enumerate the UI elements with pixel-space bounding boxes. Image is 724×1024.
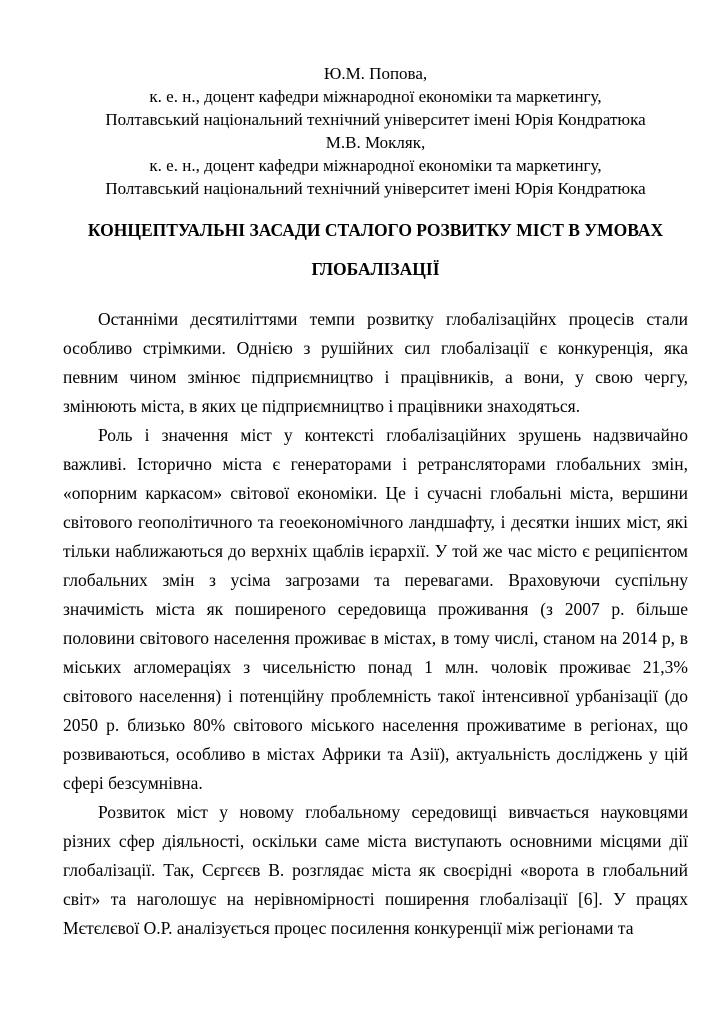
body-paragraph-1: Останніми десятиліттями темпи розвитку глобалізаційнх процесів стали особливо стрімкими. Однією з рушійних сил глобалізації є конкуренція, яка певним чином змінює підприємництво і працівників, а вони, у свою чергу, змінюють міста, в яких це підприємництво і працівники знаходяться. [63,309,688,416]
paper-title-line-2: ГЛОБАЛІЗАЦІЇ [311,259,440,279]
author-name-2: М.В. Мокляк, [325,133,426,152]
body-paragraph-3: Розвиток міст у новому глобальному середовищі вивчається науковцями різних сфер діяльності, оскільки саме міста виступають основними місцями дії глобалізації. Так, Сєргєєв В. розглядає міста як своєрідні «ворота в глобальний світ» та наголошує на нерівномірності поширення глобалізації [6]. У працях Мєтєлєвої О.Р. аналізується процес посилення конкуренції між регіонами та [63,802,688,938]
author-name-1: Ю.М. Попова, [323,64,428,83]
paper-body [63,305,688,943]
author-degree-position-1: к. е. н., доцент кафедри міжнародної економіки та маркетингу, [149,87,602,106]
author-university-1: Полтавський національний технічний університет імені Юрія Кондратюка [105,110,646,129]
body-paragraph-2: Роль і значення міст у контексті глобалізаційних зрушень надзвичайно важливі. Історично міста є генераторами і ретрансляторами глобальних змін, «опорним каркасом» світової економіки. Це і сучасні глобальні міста, вершини світового геополітичного та геоекономічного ландшафту, і десятки інших міст, які тільки наближаються до верхніх щаблів ієрархії. У той же час місто є реципієнтом глобальних змін з усіма загрозами та перевагами. Враховуючи суспільну значимість міста як поширеного середовища проживання (з 2007 р. більше половини світового населення проживає в містах, в тому числі, станом на 2014 р, в міських агломераціях з чисельністю понад 1 млн. чоловік проживає 21,3% світового населення) і потенційну проблемність такої інтенсивної урбанізації (до 2050 р. близько 80% світового міського населення проживатиме в регіонах, що розвиваються, особливо в містах Африки та Азії), актуальність досліджень у цій сфері безсумнівна. [63,425,688,793]
author-university-2: Полтавський національний технічний університет імені Юрія Кондратюка [105,179,646,198]
author-affiliation-block [63,62,688,200]
paper-title-line-1: КОНЦЕПТУАЛЬНІ ЗАСАДИ СТАЛОГО РОЗВИТКУ МІСТ В УМОВАХ [87,220,664,240]
paper-title [63,211,688,289]
author-degree-position-2: к. е. н., доцент кафедри міжнародної економіки та маркетингу, [149,156,602,175]
